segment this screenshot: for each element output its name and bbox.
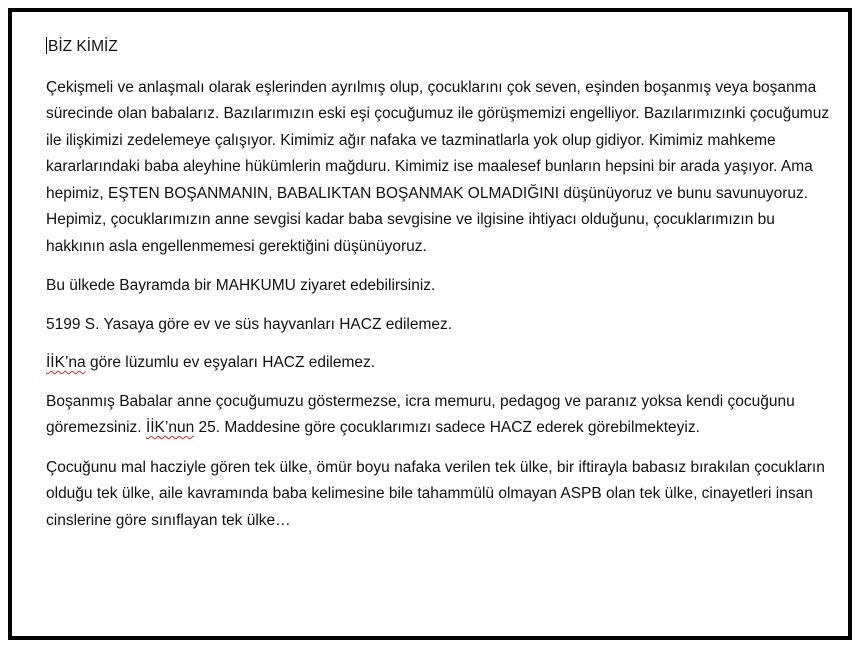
heading-text: BİZ KİMİZ bbox=[48, 38, 118, 55]
paragraph-only-country: Çocuğunu mal hacziyle gören tek ülke, ömür boyu nafaka verilen tek ülke, bir iftirayla babasız bırakılan çocukların olduğu tek ülke, aile kavramında baba kelimesine bile tahammülü olmayan ASPB olan tek ülke, cinayetleri insan cinslerine göre sınıflayan tek ülke… bbox=[46, 458, 825, 529]
text-cursor bbox=[46, 37, 47, 54]
paragraph-bayram: Bu ülkede Bayramda bir MAHKUMU ziyaret edebilirsiniz. bbox=[46, 277, 436, 294]
document-heading bbox=[46, 34, 836, 61]
document-body[interactable] bbox=[46, 34, 836, 547]
paragraph-text: Boşanmış Babalar anne çocuğumuzu göstermezse, icra memuru, pedagog ve paranız yoksa kendi çocuğunu göremezsiniz. bbox=[46, 392, 795, 436]
paragraph-iik-household bbox=[46, 350, 836, 377]
spellcheck-marked-word[interactable]: İİK’na bbox=[46, 354, 86, 371]
document-frame bbox=[8, 8, 852, 640]
paragraph-intro: Çekişmeli ve anlaşmalı olarak eşlerinden ayrılmış olup, çocuklarını çok seven, eşinden boşanmış veya boşanma sürecinde olan babalarız. Bazılarımızın eski eşi çocuğumuz ile görüşmemizi engelliyor. Bazılarımızınki çocuğumuz ile ilişkimizi zedelemeye çalışıyor. Kimimiz ağır nafaka ve tazminatlarla yok olup gidiyor. Kimimiz mahkeme kararlarındaki baba aleyhine hükümlerin mağduru. Kimimiz ise maalesef bunların hepsini bir arada yaşıyor. Ama hepimiz, EŞTEN BOŞANMANIN, BABALIKTAN BOŞANMAK OLMADIĞINI düşünüyoruz ve bunu savunuyoruz. Hepimiz, çocuklarımızın anne sevgisi kadar baba sevgisine ve ilgisine ihtiyacı olduğunu, çocuklarımızın bu hakkının asla engellenmemesi gerektiğini düşünüyoruz. bbox=[46, 78, 830, 255]
paragraph-text: göre lüzumlu ev eşyaları HACZ edilemez. bbox=[85, 354, 376, 371]
paragraph-text: 25. Maddesine göre çocuklarımızı sadece HACZ ederek görebilmekteyiz. bbox=[194, 419, 700, 436]
paragraph-divorced-fathers bbox=[46, 389, 836, 442]
spellcheck-marked-word[interactable]: İİK’nun bbox=[145, 419, 195, 436]
paragraph-5199-law: 5199 S. Yasaya göre ev ve süs hayvanları HACZ edilemez. bbox=[46, 315, 453, 333]
